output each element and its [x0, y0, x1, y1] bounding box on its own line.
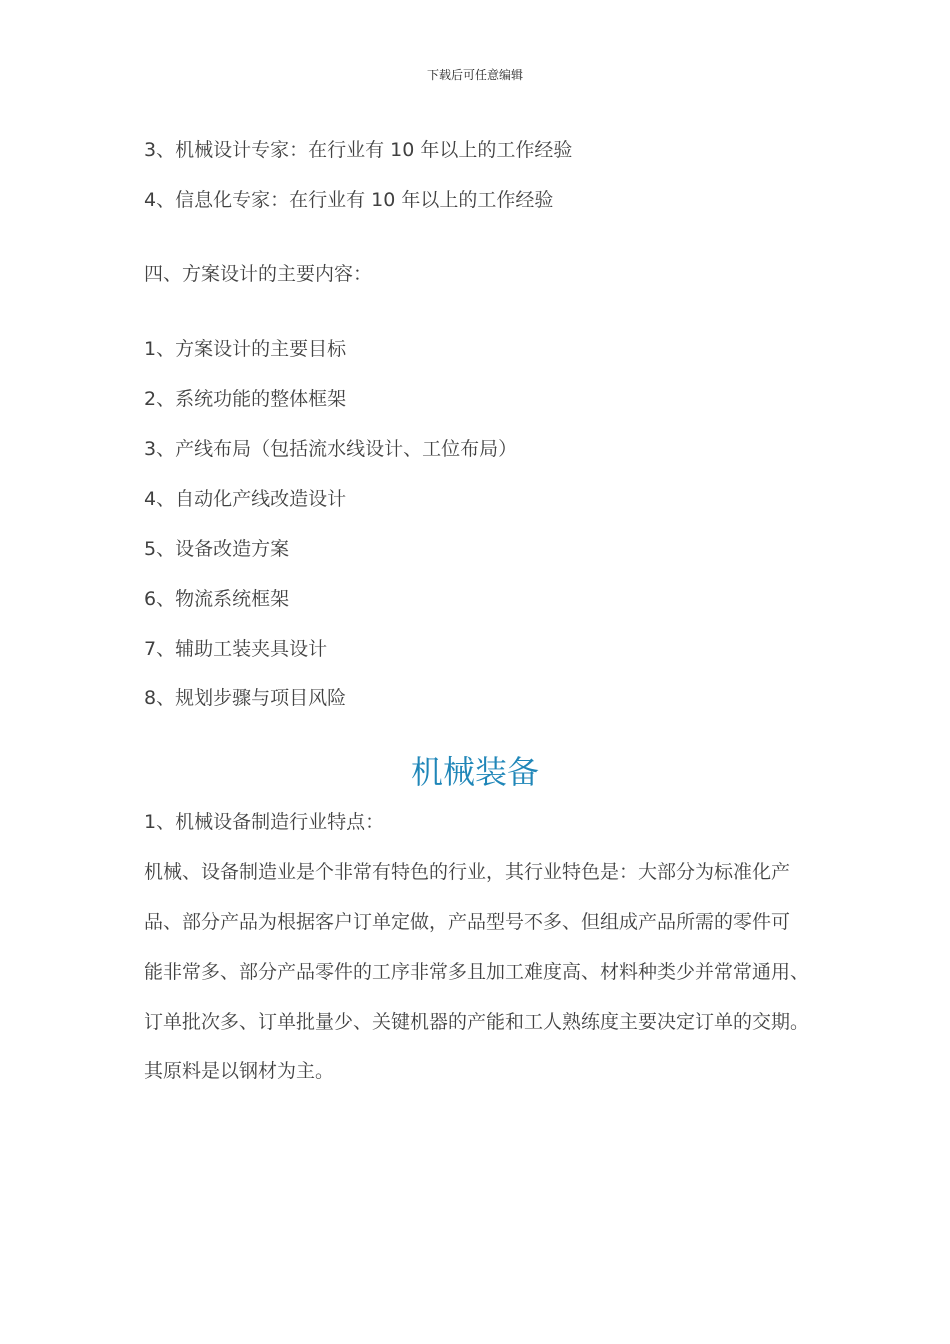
page-header: 下载后可任意编辑: [426, 68, 523, 82]
paragraph-line: 机械、设备制造业是个非常有特色的行业，其行业特色是：大部分为标准化产: [144, 861, 791, 883]
list-item: 6、物流系统框架: [144, 588, 290, 610]
paragraph-line: 订单批次多、订单批量少、关键机器的产能和工人熟练度主要决定订单的交期。: [144, 1011, 810, 1033]
list-item: 1、方案设计的主要目标: [144, 338, 347, 360]
section-title-machinery: 机械装备: [410, 753, 539, 791]
list-item: 4、自动化产线改造设计: [144, 488, 347, 510]
list-item: 2、系统功能的整体框架: [144, 388, 347, 410]
list-item: 3、产线布局（包括流水线设计、工位布局）: [144, 438, 518, 460]
paragraph-line: 品、部分产品为根据客户订单定做，产品型号不多、但组成产品所需的零件可: [144, 911, 791, 933]
expert-line-mechanical: 3、机械设计专家：在行业有 10 年以上的工作经验: [144, 139, 573, 161]
section-heading-plan-content: 四、方案设计的主要内容：: [144, 263, 373, 285]
expert-line-it: 4、信息化专家：在行业有 10 年以上的工作经验: [144, 189, 554, 211]
list-item: 5、设备改造方案: [144, 538, 290, 560]
subheading-industry-features: 1、机械设备制造行业特点：: [144, 811, 385, 833]
list-item: 7、辅助工装夹具设计: [144, 638, 328, 660]
paragraph-line: 能非常多、部分产品零件的工序非常多且加工难度高、材料种类少并常常通用、: [144, 961, 810, 983]
paragraph-line: 其原料是以钢材为主。: [144, 1060, 335, 1082]
list-item: 8、规划步骤与项目风险: [144, 687, 347, 709]
